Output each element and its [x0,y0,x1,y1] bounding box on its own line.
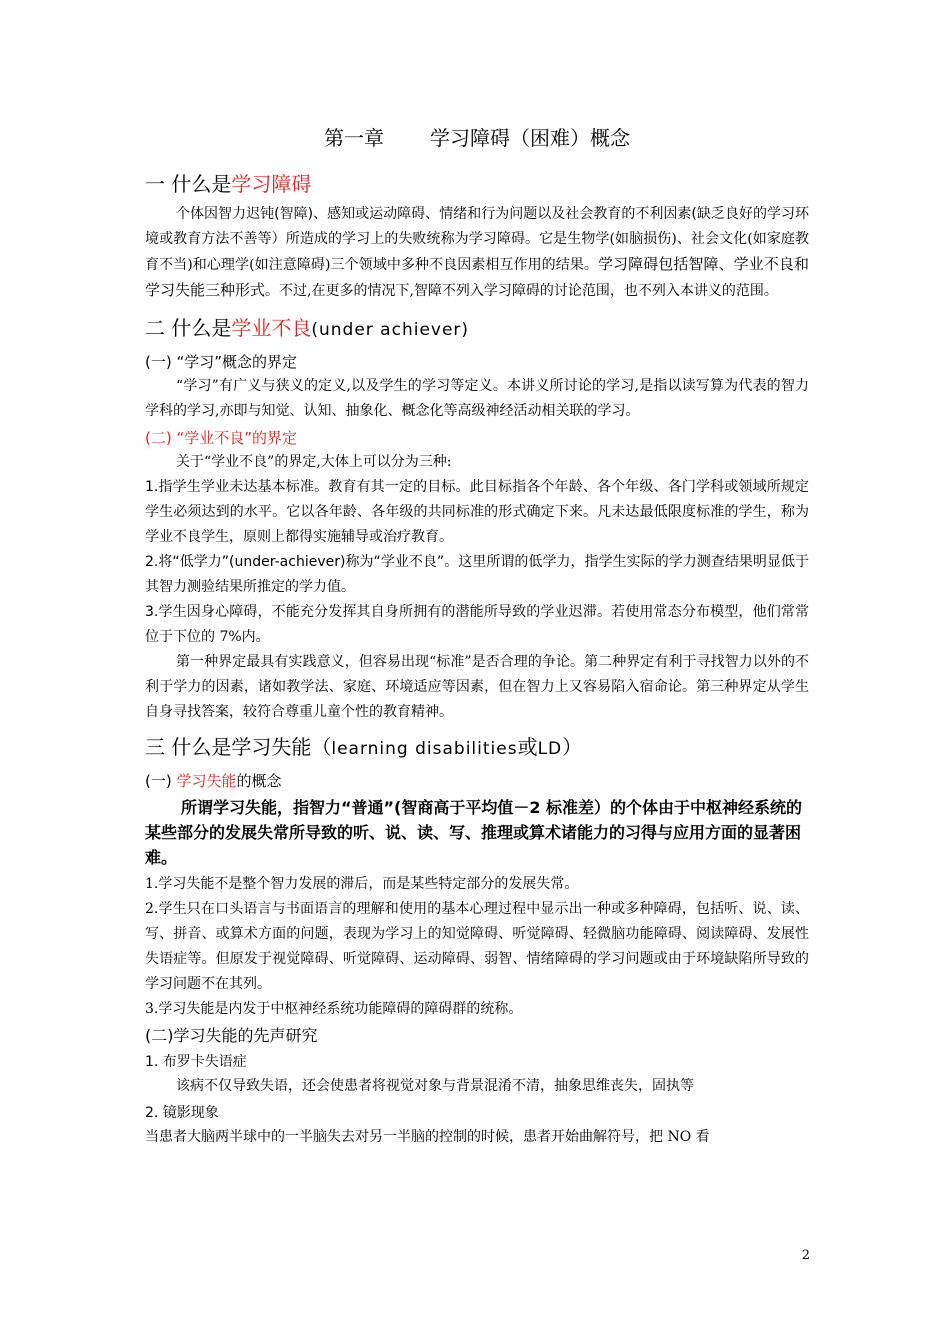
definition-item-1 [145,475,809,550]
section-3-heading-mid: 或 [517,735,538,759]
section-3-heading-prefix: 三 什么是学习失能（ [145,735,332,759]
research-1-title: 1. 布罗卡失语症 [145,1054,247,1070]
section-1-heading-prefix: 一 什么是 [145,172,232,196]
section-2-heading-highlight: 学业不良 [231,316,312,340]
section-1-paragraph [145,202,809,304]
section-3-heading-latin: learning disabilities [331,739,518,759]
research-1-text: 该病不仅导致失语，还会使患者将视觉对象与背景混淆不清，抽象思维丧失，固执等 [176,1078,694,1094]
definition-item-1-text: 。教育有其一定的目标。此目标指各个年龄、各个年级、各门学科或领域所规定学生必须达到的水平。它以各年龄、各年级的共同标准的形式确定下来。凡未达最低限度标准的学生，称为学业不良学生，原则上都得实施辅导或治疗教育。 [145,479,810,545]
chapter-number: 第一章 [324,126,384,150]
section-2-heading-latin: (under achiever) [311,320,470,340]
section-2-heading-prefix: 二 什么是 [145,316,232,340]
section-1-heading [145,166,809,202]
chapter-name: 学习障碍（困难）概念 [430,126,630,150]
ld-note-1: 1.学习失能不是整个智力发展的滞后，而是某些特定部分的发展失常。 [145,876,579,892]
section-3-sub-1-prefix: (一) [145,772,177,790]
section-2-sub-2-intro: 关于“学业不良”的界定,大体上可以分为三种: [176,454,452,470]
research-2-text: 当患者大脑两半球中的一半脑失去对另一半脑的控制的时候，患者开始曲解符号，把 NO 看 [145,1129,710,1145]
definition-item-2-text: 。这里所谓的低学力，指学生实际的学力测查结果明显低于其智力测验结果所推定的学力值。 [145,554,810,595]
section-1-definition: 个体因智力迟钝(智障)、感知或运动障碍、情绪和行为问题以及社会教育的不利因素(缺乏良好的学习环境或教育方法不善等）所造成的学习上的失败统称为学习障碍 [145,206,809,247]
section-2-sub-2: (二) “学业不良”的界定 [145,429,298,447]
definition-summary: 第一种界定最具有实践意义，但容易出现“标准”是否合理的争论。第二种界定有利于寻找智力以外的不利于学力的因素，诸如教学法、家庭、环境适应等因素，但在智力上又容易陷入宿命论。第三种界定从学生自身寻找答案，较符合尊重儿童个性的教育精神。 [145,654,809,720]
definition-item-3 [145,600,809,650]
section-2-sub-1-text: “学习”有广义与狭义的定义,以及学生的学习等定义。本讲义所讨论的学习,是指以读写算为代表的智力学科的学习,亦即与知觉、认知、抽象化、概念化等高级神经活动相关联的学习。 [145,378,809,419]
chapter-title [145,118,809,158]
research-2-title: 2. 镜影现象 [145,1105,219,1121]
section-1-scope: 。不过,在更多的情况下,智障不列入学习障碍的讨论范围，也不列入本讲义的范围。 [265,283,778,299]
section-1-causes: 。它是生物学(如脑损伤)、社会文化(如家庭教育不当)和心理学(如注意障碍)三个领域中多种不良因素相互作用的结果。 [145,231,809,273]
section-2-heading [145,310,809,346]
section-3-heading-end: ） [562,735,583,759]
section-3-sub-1-suffix: 的概念 [236,772,282,790]
learning-disability-definition: 所谓学习失能，指智力“普通”(智商高于平均值－2 标准差）的个体由于中枢神经系统的某些部分的发展失常所导致的听、说、读、写、推理或算术诸能力的习得与应用方面的显著困难。 [145,798,803,867]
ld-note-2: 2.学生只在口头语言与书面语言的理解和使用的基本心理过程中显示出一种或多种障碍，包括听、说、读、写、拼音、或算术方面的问题，表现为学习上的知觉障碍、听觉障碍、轻微脑功能障碍、阅读障碍、发展性失语症等。但原发于视觉障碍、听觉障碍、运动障碍、弱智、情绪障碍的学习问题或由于环境缺陷所导致的学习问题不在其列。 [145,901,809,992]
section-3-heading-ld: LD [537,739,563,759]
section-3-sub-2: (二)学习失能的先声研究 [145,1026,318,1045]
section-3-sub-1-highlight: 学习失能 [176,772,237,790]
page-content [145,118,809,1150]
definition-item-2 [145,550,809,600]
section-1-heading-highlight: 学习障碍 [231,172,312,196]
definition-item-2-label: 2.将“低学力”(under-achiever)称为“学业不良” [145,554,445,570]
section-3-heading [145,729,809,765]
definition-item-1-label: 1.指学生学业未达基本标准 [145,479,315,495]
ld-note-3: 3.学习失能是内发于中枢神经系统功能障碍的障碍群的统称。 [145,1001,523,1017]
section-3-sub-1 [145,769,809,793]
page-number: 2 [801,1248,810,1263]
definition-item-3-label: 3.学生因身心障碍，不能充分发挥其自身所拥有的潜能所导致的学业迟滞 [145,604,597,620]
section-2-sub-1: (一) “学习”概念的界定 [145,353,298,371]
definition-item-3-text: 。若使用常态分布模型，他们常常位于下位的 7%内。 [145,604,810,645]
section-1-forms: 学习障碍包括智障、学业不良和学习失能三种形式 [145,255,809,299]
